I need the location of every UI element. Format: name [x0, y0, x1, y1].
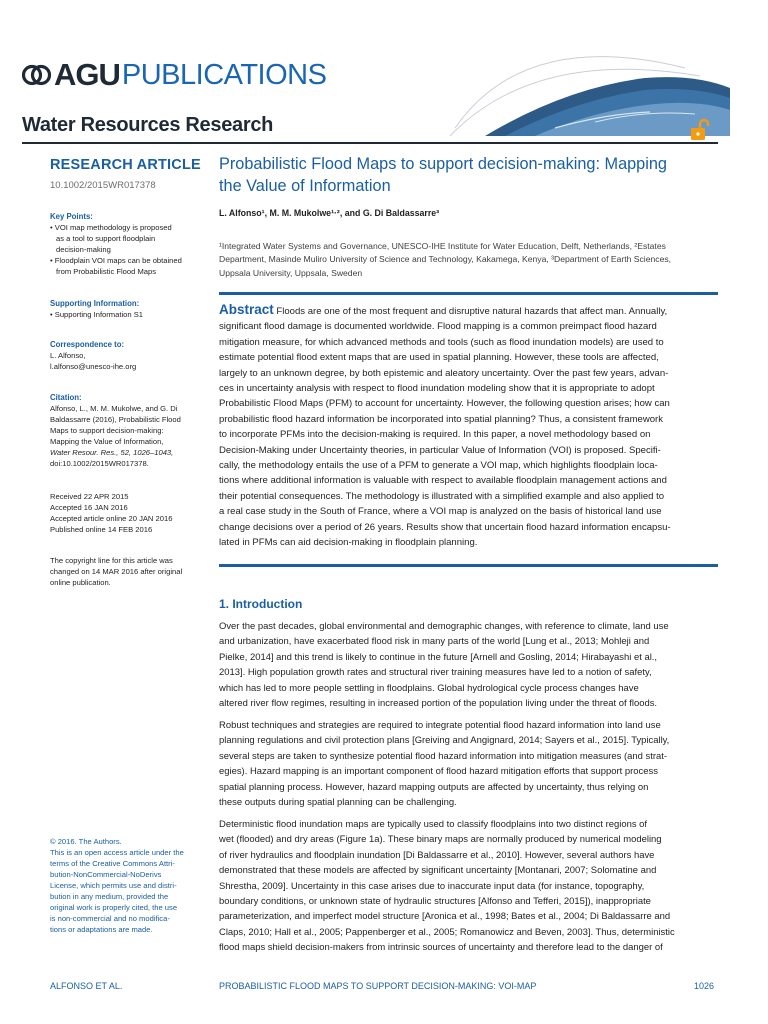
paragraph-line: Pielke, 2014] and this trend is likely to continue in the future [Arnell and Gosling, 2014; Hirabayashi et al., [219, 651, 658, 663]
license-line: © 2016. The Authors. [50, 837, 122, 846]
article-dates [50, 491, 200, 535]
abstract-line: tions where additional information is valuable with respect to available floodplain management actions and [219, 475, 667, 487]
logo-publications-text: PUBLICATIONS [121, 58, 327, 91]
citation-heading: Citation: [50, 393, 82, 402]
copyright-note [50, 555, 200, 588]
paragraph-line: and urbanization, have exacerbated flood risk in many parts of the world [Lung et al., 2013; Mohleji and [219, 636, 650, 648]
correspondence-email[interactable]: l.alfonso@unesco-ihe.org [50, 362, 137, 371]
journal-title: Water Resources Research [22, 114, 274, 136]
abstract-line: significant flood damage is documented worldwide. Flood mapping is a common preimpact flood hazard [219, 321, 657, 333]
key-point-line: as a tool to support floodplain [56, 234, 156, 243]
abstract-line: their potential consequences. The methodology is illustrated with a simplified example and also applied to [219, 490, 665, 502]
key-point-line: from Probabilistic Flood Maps [56, 267, 157, 276]
license-line: tions or adaptations are made. [50, 925, 153, 934]
supporting-item[interactable]: • Supporting Information S1 [50, 310, 143, 319]
paragraph-line: egies). Hazard mapping is an important component of flood hazard mitigation efforts that support process [219, 766, 658, 778]
abstract-top-rule [219, 292, 718, 295]
paragraph-line: planning regulations and civil protection plans [Greiving and Angignard, 2014; Sayers et al., 2015]. Typically, [219, 735, 670, 747]
paragraph-line: which has led to more people settling in floodplains. Global hydrological cycle process changes have [219, 682, 639, 694]
correspondence [50, 339, 200, 372]
citation-line: Alfonso, L., M. M. Mukolwe, and G. Di [50, 404, 178, 413]
footer-authors: ALFONSO ET AL. [50, 981, 123, 991]
section-heading-introduction: 1. Introduction [219, 597, 303, 611]
abstract-line: probabilistic flood hazard information be incorporated into spatial planning? Thus, a consistent framework [219, 413, 664, 425]
paragraph-line: wet (flooded) and dry areas (Figure 1a). These binary maps are normally produced by numerical modeling [219, 834, 662, 846]
correspondence-name: L. Alfonso, [50, 351, 86, 360]
citation-line: Maps to support decision-making: [50, 426, 164, 435]
paragraph-line: Shrestha, 2009]. Uncertainty in this case arises due to inaccurate input data (for instance, topography, [219, 880, 645, 892]
supporting-information [50, 298, 200, 320]
license-line: terms of the Creative Commons Attri- [50, 859, 175, 868]
license-note [50, 836, 200, 935]
correspondence-heading: Correspondence to: [50, 340, 125, 349]
abstract-label: Abstract [219, 302, 274, 317]
abstract [219, 302, 719, 551]
license-line: This is an open access article under the [50, 848, 184, 857]
abstract-line: Decision-Making under Uncertainty theories, in particular Value of Information (VOI) is proposed. Specifi- [219, 444, 661, 456]
abstract-line: mitigation measure, for which advanced methods and tools (such as flood inundation models) are used to [219, 336, 664, 348]
citation-line: Water Resour. Res., 52, 1026–1043, [50, 448, 174, 457]
paragraph-line: 2013]. High population growth rates and structural river training measures have led to a notion of safety, [219, 667, 652, 679]
title-line: Probabilistic Flood Maps to support decision-making: Mapping [219, 155, 667, 173]
paragraph-line: flood maps shield decision-makers from intrinsic sources of uncertainty and therefore lead to the danger of [219, 942, 663, 954]
supporting-heading: Supporting Information: [50, 299, 140, 308]
license-line: License, which permits use and distri- [50, 881, 177, 890]
key-point-line: decision-making [56, 245, 111, 254]
paragraph-line: Robust techniques and strategies are required to integrate potential flood hazard information into land use [219, 720, 661, 731]
publisher-logo [22, 58, 326, 92]
date-line: Received 22 APR 2015 [50, 492, 129, 501]
intro-paragraph-1 [219, 619, 718, 711]
license-line: bution in any medium, provided the [50, 892, 169, 901]
abstract-line: lated in PFMs can aid decision-making in floodplain planning. [219, 537, 478, 549]
paragraph-line: Over the past decades, global environmental and demographic changes, with reference to climate, land use [219, 621, 669, 632]
paragraph-line: demonstrated that these models are affected by significant uncertainty [Montanari, 2007; Solomatine and [219, 865, 657, 877]
citation-line: Baldassarre (2016), Probabilistic Flood [50, 415, 181, 424]
affiliation-line: Uppsala University, Uppsala, Sweden [219, 267, 363, 278]
logo-agu-text: AGU [54, 57, 120, 92]
header-rule [22, 142, 718, 144]
paragraph-line: Claps, 2010; Hall et al., 2005; Pappenberger et al., 2005; Romanowicz and Beven, 2003]. Thus, deterministic [219, 926, 675, 938]
date-line: Accepted 16 JAN 2016 [50, 503, 128, 512]
article-type: RESEARCH ARTICLE [50, 157, 201, 173]
article-title [219, 153, 719, 197]
footer-running-title: PROBABILISTIC FLOOD MAPS TO SUPPORT DECISION-MAKING: VOI-MAP [219, 981, 537, 991]
paragraph-line: of river hydraulics and floodplain inundation [Di Baldassarre et al., 2010]. However, several authors have [219, 849, 655, 861]
key-point-line: • Floodplain VOI maps can be obtained [50, 256, 182, 265]
citation [50, 392, 200, 469]
license-line: is non-commercial and no modifica- [50, 914, 170, 923]
abstract-line: Floods are one of the most frequent and disruptive natural hazards that affect man. Annually, [273, 306, 668, 317]
title-line: the Value of Information [219, 177, 391, 195]
key-points-heading: Key Points: [50, 212, 93, 221]
paragraph-line: spatial planning process. However, hazard mapping outputs are affected by uncertainty, thus relying on [219, 781, 649, 793]
paragraph-line: boundary conditions, or unknown state of hydraulic structures [Alfonso and Tefferi, 2015]), inappropriate [219, 896, 651, 908]
abstract-line: change decisions over a period of 26 years. Results show that uncertain flood hazard information encapsu- [219, 521, 671, 533]
abstract-line: to incorporate PFMs into the decision-making is required. In this paper, a novel methodology based on [219, 429, 651, 441]
abstract-line: ces in uncertainty analysis with respect to flood inundation modeling show that it is appropriate to adopt [219, 383, 655, 395]
abstract-line: cally, the methodology entails the use of a PFM to generate a VOI map, which highlights floodplain loca- [219, 460, 658, 472]
page-number: 1026 [694, 981, 715, 991]
copyright-note-line: The copyright line for this article was [50, 556, 173, 565]
affiliation-line: Department, Masinde Muliro University of Science and Technology, Kakamega, Kenya, ³Department of Earth Sciences, [219, 254, 672, 265]
open-access-lock-icon [688, 118, 712, 142]
abstract-line: Probabilistic Flood Maps (PFM) to account for uncertainty. However, the following question arises; how can [219, 398, 670, 410]
abstract-line: largely to an unknown degree, by both epistemic and aleatory uncertainty. Over the past few years, advan- [219, 367, 669, 379]
key-point-line: • VOI map methodology is proposed [50, 223, 172, 232]
intro-paragraph-2 [219, 718, 718, 810]
date-line: Published online 14 FEB 2016 [50, 525, 153, 534]
citation-line: doi:10.1002/2015WR017378. [50, 459, 149, 468]
abstract-line: estimate potential flood extent maps that are used in spatial planning. However, these tools are affected, [219, 352, 659, 364]
paragraph-line: Deterministic flood inundation maps are typically used to classify floodplains into two distinct regions of [219, 819, 648, 830]
affiliation-line: ¹Integrated Water Systems and Governance, UNESCO-IHE Institute for Water Education, Delft, Netherlands, ²Estates [219, 241, 666, 251]
abstract-line: a real case study in the South of France, where a VOI map is analyzed on the basis of historical land use [219, 506, 662, 518]
abstract-bottom-rule [219, 564, 718, 567]
doi[interactable]: 10.1002/2015WR017378 [50, 180, 156, 191]
authors: L. Alfonso¹, M. M. Mukolwe¹·², and G. Di Baldassarre³ [219, 208, 440, 218]
citation-line: Mapping the Value of Information, [50, 437, 164, 446]
copyright-note-line: changed on 14 MAR 2016 after original [50, 567, 183, 576]
paragraph-line: altered river flow regimes, resulting in increased portion of the population living under the threat of floods. [219, 698, 658, 710]
copyright-note-line: online publication. [50, 578, 111, 587]
license-line: original work is properly cited, the use [50, 903, 178, 912]
license-line: bution-NonCommercial-NoDerivs [50, 870, 162, 879]
paragraph-line: these outputs during spatial planning can be challenging. [219, 797, 457, 809]
date-line: Accepted article online 20 JAN 2016 [50, 514, 173, 523]
key-points [50, 211, 200, 277]
paragraph-line: several steps are taken to synthesize potential flood hazard information into mitigation measures (and strat- [219, 750, 667, 762]
affiliations [219, 240, 719, 280]
agu-logo-icon [22, 61, 52, 89]
intro-paragraph-3 [219, 817, 718, 956]
paragraph-line: parameterization, and imperfect model structure [Aronica et al., 1998; Bates et al., 2004; Di Baldassarre and [219, 911, 671, 923]
